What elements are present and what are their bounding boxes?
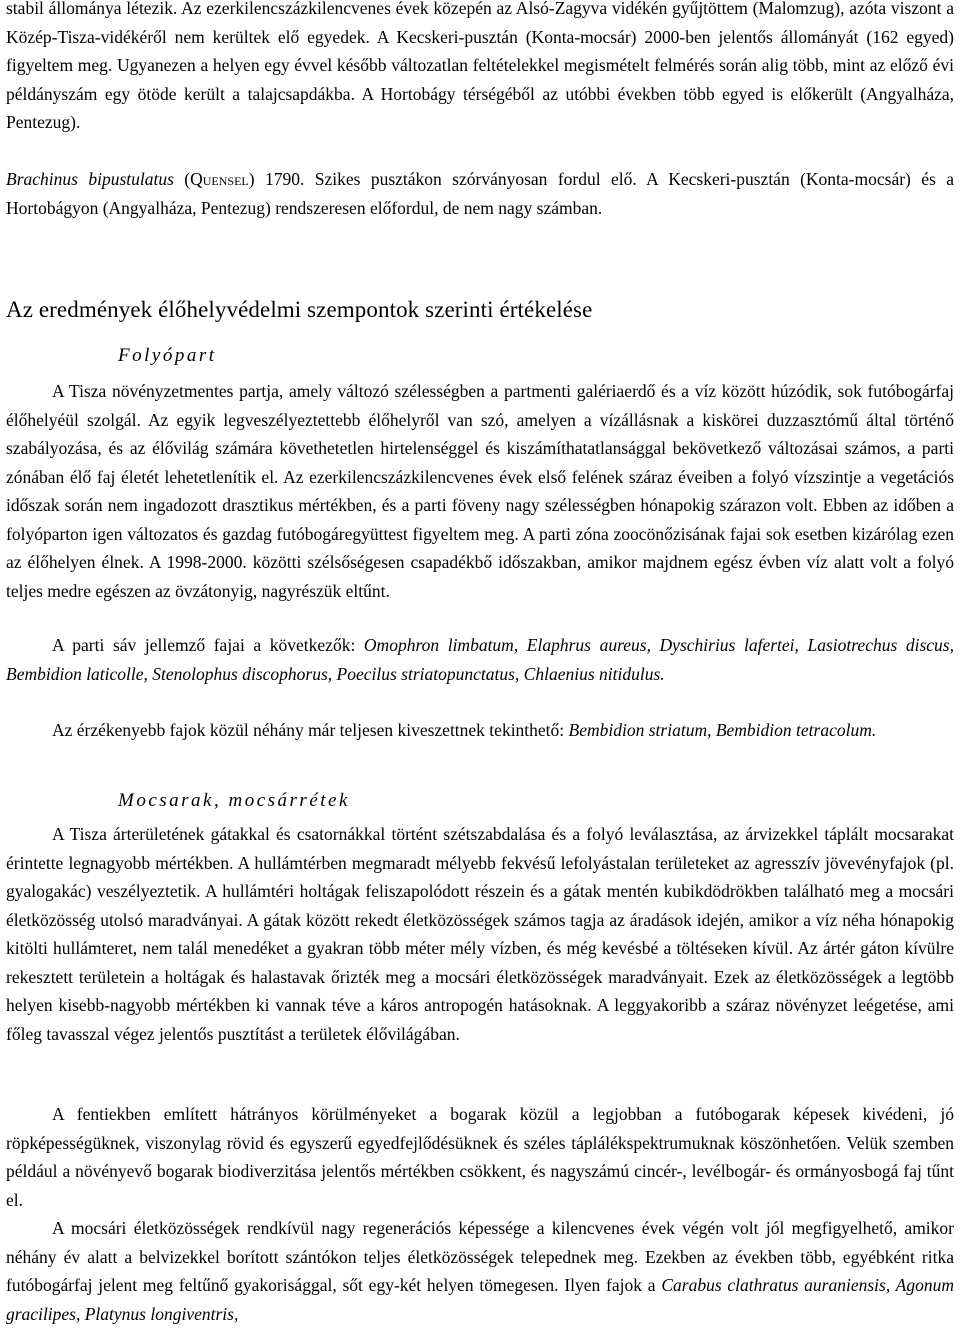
species-list: Omophron limbatum, Elaphrus aureus, Dyschirius lafertei, Lasiotrechus discus, Bembidion laticolle, Stenolophus discophorus, Poecilus striatopunctatus, Chlaenius nitidulus. — [6, 635, 954, 684]
subsection-title-mocsarak: Mocsarak, mocsárrétek — [118, 790, 350, 811]
author-close: ) 1790. — [248, 169, 305, 189]
paragraph-folyopart-2 — [6, 631, 954, 688]
species-name: Brachinus bipustulatus — [6, 169, 174, 189]
section-heading: Az eredmények élőhelyvédelmi szempontok szerinti értékelése — [6, 297, 593, 322]
author-open: ( — [173, 169, 191, 189]
paragraph-text: A fentiekben említett hátrányos körülményeket a bogarak közül a legjobban a futóbogarak képesek kivédeni, jó röpképességüknek, viszonylag rövid és egyszerű egyedfejlődésüknek és széles táplálékspektrumuknak köszönhetően. Velük szemben például a növényevő bogarak biodiverzitása jelentős mértékben csökkent, és nagyszámú cincér-, levélbogár- és ormányosbogá faj tűnt el. — [6, 1104, 954, 1210]
paragraph-brachinus — [6, 165, 954, 222]
author-name: Quensel — [190, 169, 249, 189]
paragraph-text: stabil állománya létezik. Az ezerkilencszázkilencvenes évek közepén az Alsó-Zagyva vidékén gyűjtöttem (Malomzug), azóta viszont a Közép-Tisza-vidékéről nem kerültek elő egyedek. A Kecskeri-pusztán (Konta-mocsár) 2000-ben jelentős állományát (162 egyed) figyeltem meg. Ugyanezen a helyen egy évvel később változatlan feltételekkel megismételt felmérés során alig több, mint az előző évi példányszám egy ötöde került a talajcsapdákba. A Hortobágy térségéből az utóbbi években több egyed is előkerült (Angyalháza, Pentezug). — [6, 0, 954, 132]
paragraph-mocsarak-2 — [6, 1100, 954, 1214]
subsection-title-folyopart: Folyópart — [118, 345, 217, 366]
paragraph-lead: A parti sáv jellemző fajai a következők: — [52, 635, 364, 655]
paragraph-lead: Az érzékenyebb fajok közül néhány már teljesen kiveszettnek tekinthető: — [52, 720, 569, 740]
paragraph-mocsarak-1 — [6, 820, 954, 1048]
paragraph-mocsarak-3 — [6, 1214, 954, 1328]
paragraph-text: Szikes pusztákon szórványosan fordul elő. A Kecskeri-pusztán (Konta-mocsár) és a Hortobágyon (Angyalháza, Pentezug) rendszeresen előfordul, de nem nagy számban. — [6, 169, 954, 218]
paragraph-continuation — [6, 0, 954, 137]
paragraph-folyopart-3 — [6, 716, 954, 745]
species-list: Carabus clathratus auraniensis, Agonum gracilipes, Platynus longiventris, — [6, 1275, 954, 1324]
paragraph-folyopart-1 — [6, 377, 954, 605]
paragraph-lead: A mocsári életközösségek rendkívül nagy regenerációs képessége a kilencvenes évek végén volt jól megfigyelhető, amikor néhány év alatt a belvizekkel borított szántókon teljes életközösségek telepednek meg. Ezekben az években több, egyébként ritka futóbogárfaj jelent meg feltűnő gyakorisággal, sőt egy-két helyen tömegesen. Ilyen fajok a — [6, 1218, 954, 1295]
paragraph-text: A Tisza árterületének gátakkal és csatornákkal történt szétszabdalása és a folyó leválasztása, az árvizekkel táplált mocsarakat érintette legnagyobb mértékben. A hullámtérben megmaradt mélyebb fekvésű lefolyástalan területeket az agresszív jövevényfajok (pl. gyalogakác) veszélyeztetik. A hullámtéri holtágak feliszapolódott részein és a gátak mentén kubikdödrökben található meg a mocsári életközösség utolsó maradványai. A gátak között rekedt életközösségek számos tagja az áradások idején, amikor a víz néha hónapokig kitölti hullámteret, nem talál menedéket a gyakran több méter mély vízben, és még kevésbé a töltéseken kívül. Az ártér gáton kívülre rekesztett területein a holtágak és halastavak őrizték meg a mocsári életközösségek maradványait. Ezek az életközösségek a legtöbb helyen kisebb-nagyobb mértékben ki vannak téve a káros antropogén hatásoknak. A leggyakoribb a száraz növényzet leégetése, ami főleg tavasszal végez jelentős pusztítást a területek élővilágában. — [6, 824, 954, 1044]
species-list: Bembidion striatum, Bembidion tetracolum. — [568, 720, 877, 740]
paragraph-text: A Tisza növényzetmentes partja, amely változó szélességben a partmenti galériaerdő és a víz között húzódik, sok futóbogárfaj élőhelyéül szolgál. Az egyik legveszélyeztettebb élőhelyről van szó, amelyen a vízállásnak a kiskörei duzzasztómű által történő szabályozása, és az élővilág számára követhetetlen hirtelenséggel és kiszámíthatatlansággal bekövetkező változásai számos, a parti zónában élő faj életét lehetetlenítik el. Az ezerkilencszázkilencvenes évek első felének száraz éveiben a folyó vízszintje a vegetációs időszak során nem ingadozott drasztikus mértékben, és a parti föveny nagy szélességben hónapokig szárazon volt. Ebben az időben a folyóparton igen változatos és gazdag futóbogáregyüttest figyeltem meg. A parti zóna zoocönőzisának fajai sok esetben kizárólag ezen az élőhelyen élnek. A 1998-2000. közötti szélsőségesen csapadékbő időszakban, amikor majdnem egész évben víz alatt volt a folyó teljes medre egészen az övzátonyig, nagyrészük eltűnt. — [6, 381, 954, 601]
